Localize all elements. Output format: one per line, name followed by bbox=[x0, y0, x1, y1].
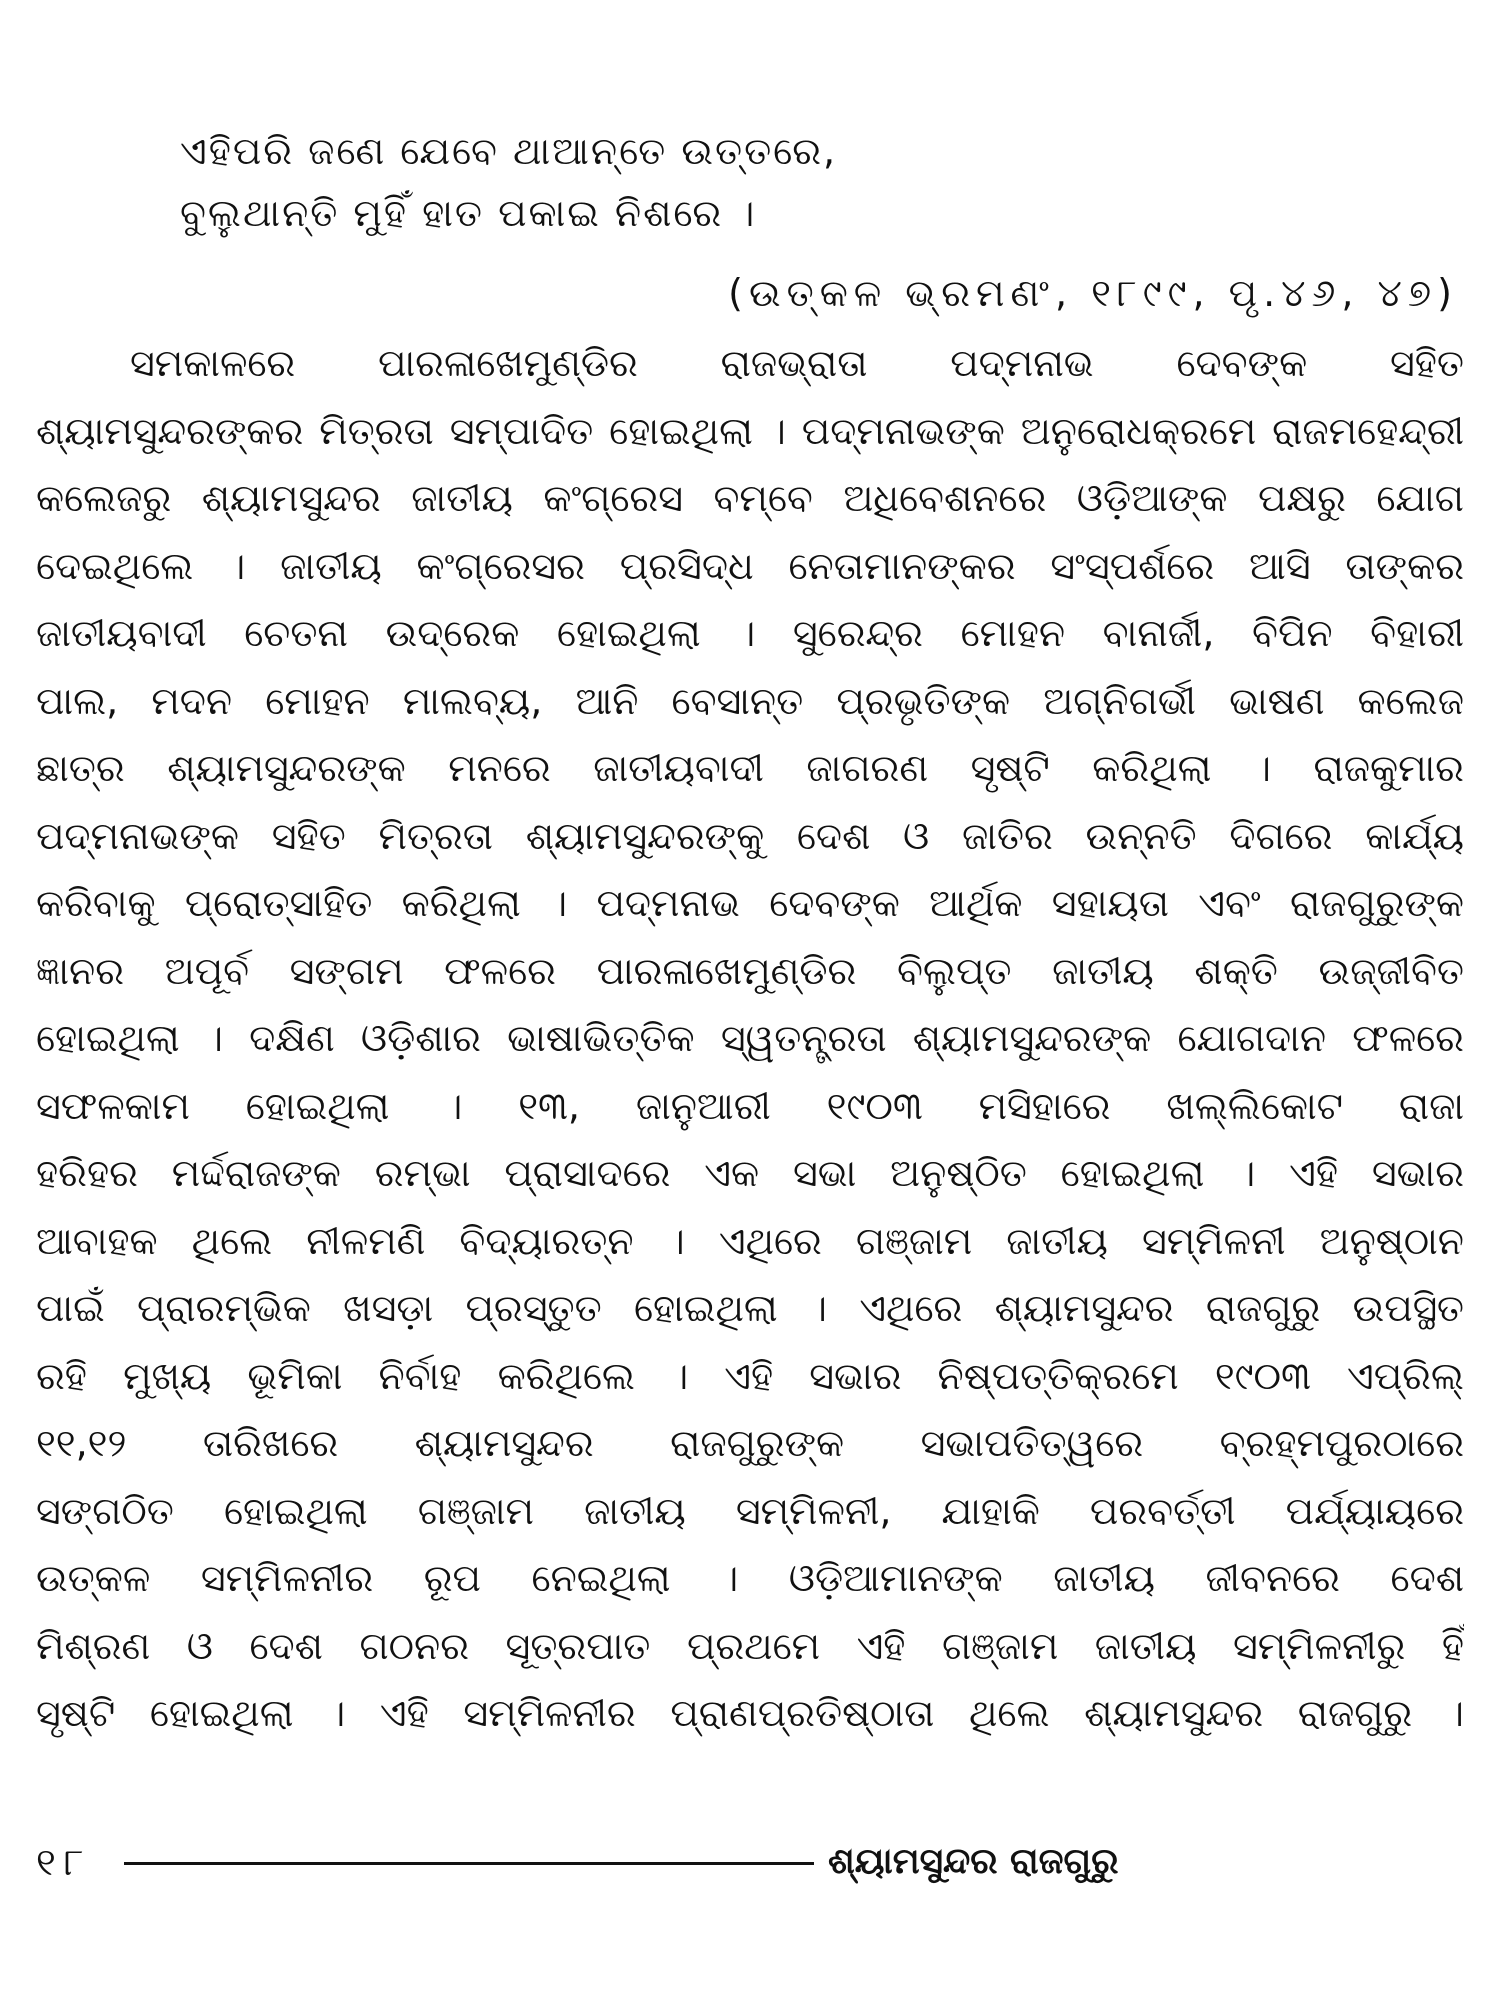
paragraph-line: ହରିହର ମର୍ଦ୍ଦରାଜଙ୍କ ରମ୍ଭା ପ୍ରାସାଦରେ ଏକ ସଭା ଅନୁଷ୍ଠିତ ହୋଇଥିଲା । ଏହି ସଭାର bbox=[36, 1151, 1464, 1195]
paragraph-line: ଜ୍ଞାନର ଅପୂର୍ବ ସଙ୍ଗମ ଫଳରେ ପାରଳାଖେମୁଣ୍ଡିର ବିଲୁପ୍ତ ଜାତୀୟ ଶକ୍ତି ଉଜ୍ଜୀବିତ bbox=[36, 948, 1464, 993]
paragraph-line: ପାଲ, ମଦନ ମୋହନ ମାଲବ୍ୟ, ଆନି ବେସାନ୍ତ ପ୍ରଭୃତିଙ୍କ ଅଗ୍ନିଗର୍ଭୀ ଭାଷଣ କଲେଜ bbox=[36, 678, 1464, 723]
paragraph-line: ପାଇଁ ପ୍ରାରମ୍ଭିକ ଖସଡ଼ା ପ୍ରସ୍ତୁତ ହୋଇଥିଲା । ଏଥିରେ ଶ୍ୟାମସୁନ୍ଦର ରାଜଗୁରୁ ଉପସ୍ଥିତ bbox=[36, 1286, 1464, 1330]
footer-rule bbox=[124, 1862, 814, 1865]
poem-citation: (ଉତ୍କଳ ଭ୍ରମଣଂ, ୧୮୯୯, ପୃ.୪୬, ୪୭) bbox=[728, 271, 1458, 315]
paragraph-line: ହୋଇଥିଲା । ଦକ୍ଷିଣ ଓଡ଼ିଶାର ଭାଷାଭିତ୍ତିକ ସ୍ୱତନ୍ତ୍ରତା ଶ୍ୟାମସୁନ୍ଦରଙ୍କ ଯୋଗଦାନ ଫଳରେ bbox=[36, 1016, 1464, 1060]
body-paragraph bbox=[36, 330, 1464, 1748]
paragraph-line: ଛାତ୍ର ଶ୍ୟାମସୁନ୍ଦରଙ୍କ ମନରେ ଜାତୀୟବାଦୀ ଜାଗରଣ ସୃଷ୍ଟି କରିଥିଲା । ରାଜକୁମାର bbox=[36, 746, 1464, 790]
paragraph-line: କରିବାକୁ ପ୍ରୋତ୍ସାହିତ କରିଥିଲା । ପଦ୍ମନାଭ ଦେବଙ୍କ ଆର୍ଥିକ ସହାୟତା ଏବଂ ରାଜଗୁରୁଙ୍କ bbox=[36, 881, 1464, 925]
poem-line: ଏହିପରି ଜଣେ ଯେବେ ଥାଆନ୍ତେ ଉତ୍ତରେ, bbox=[180, 129, 838, 173]
paragraph-line: ଉତ୍କଳ ସମ୍ମିଳନୀର ରୂପ ନେଇଥିଲା । ଓଡ଼ିଆମାନଙ୍କ ଜାତୀୟ ଜୀବନରେ ଦେଶ bbox=[36, 1556, 1464, 1600]
poem-line: ବୁଲୁଥାନ୍ତି ମୁହିଁ ହାତ ପକାଇ ନିଶରେ । bbox=[180, 191, 757, 235]
page-footer bbox=[36, 1832, 1156, 1892]
paragraph-line: ଶ୍ୟାମସୁନ୍ଦରଙ୍କର ମିତ୍ରତା ସମ୍ପାଦିତ ହୋଇଥିଲା । ପଦ୍ମନାଭଙ୍କ ଅନୁରୋଧକ୍ରମେ ରାଜମହେନ୍ଦ୍ରୀ bbox=[36, 408, 1464, 453]
paragraph-line: ଜାତୀୟବାଦୀ ଚେତନା ଉଦ୍ରେକ ହୋଇଥିଲା । ସୁରେନ୍ଦ୍ର ମୋହନ ବାନାର୍ଜୀ, ବିପିନ ବିହାରୀ bbox=[36, 611, 1464, 655]
paragraph-line: ସଫଳକାମ ହୋଇଥିଲା । ୧୩, ଜାନୁଆରୀ ୧୯୦୩ ମସିହାରେ ଖଲ୍ଲିକୋଟ ରାଜା bbox=[36, 1083, 1464, 1128]
paragraph-line: ଦେଇଥିଲେ । ଜାତୀୟ କଂଗ୍ରେସର ପ୍ରସିଦ୍ଧ ନେତାମାନଙ୍କର ସଂସ୍ପର୍ଶରେ ଆସି ତାଙ୍କର bbox=[36, 543, 1464, 588]
paragraph-line: ମିଶ୍ରଣ ଓ ଦେଶ ଗଠନର ସୂତ୍ରପାତ ପ୍ରଥମେ ଏହି ଗଞ୍ଜାମ ଜାତୀୟ ସମ୍ମିଳନୀରୁ ହିଁ bbox=[36, 1623, 1464, 1668]
paragraph-line: ସୃଷ୍ଟି ହୋଇଥିଲା । ଏହି ସମ୍ମିଳନୀର ପ୍ରାଣପ୍ରତିଷ୍ଠାତା ଥିଲେ ଶ୍ୟାମସୁନ୍ଦର ରାଜଗୁରୁ । bbox=[36, 1691, 1464, 1735]
paragraph-line: ରହି ମୁଖ୍ୟ ଭୂମିକା ନିର୍ବାହ କରିଥିଲେ । ଏହି ସଭାର ନିଷ୍ପତ୍ତିକ୍ରମେ ୧୯୦୩ ଏପ୍ରିଲ୍ bbox=[36, 1353, 1464, 1398]
paragraph-line: ପଦ୍ମନାଭଙ୍କ ସହିତ ମିତ୍ରତା ଶ୍ୟାମସୁନ୍ଦରଙ୍କୁ ଦେଶ ଓ ଜାତିର ଉନ୍ନତି ଦିଗରେ କାର୍ଯ୍ୟ bbox=[36, 813, 1464, 858]
paragraph-line: ସଙ୍ଗଠିତ ହୋଇଥିଲା ଗଞ୍ଜାମ ଜାତୀୟ ସମ୍ମିଳନୀ, ଯାହାକି ପରବର୍ତ୍ତୀ ପର୍ଯ୍ୟାୟରେ bbox=[36, 1488, 1464, 1533]
page-number: ୧୮ bbox=[36, 1840, 92, 1884]
poem-quote bbox=[180, 120, 1180, 244]
paragraph-line: ଆବାହକ ଥିଲେ ନୀଳମଣି ବିଦ୍ୟାରତ୍ନ । ଏଥିରେ ଗଞ୍ଜାମ ଜାତୀୟ ସମ୍ମିଳନୀ ଅନୁଷ୍ଠାନ bbox=[36, 1218, 1464, 1263]
paragraph-line: କଲେଜରୁ ଶ୍ୟାମସୁନ୍ଦର ଜାତୀୟ କଂଗ୍ରେସ ବମ୍ବେ ଅଧିବେଶନରେ ଓଡ଼ିଆଙ୍କ ପକ୍ଷରୁ ଯୋଗ bbox=[36, 476, 1464, 520]
paragraph-line: ସମକାଳରେ ପାରଳାଖେମୁଣ୍ଡିର ରାଜଭ୍ରାତା ପଦ୍ମନାଭ ଦେବଙ୍କ ସହିତ bbox=[130, 341, 1464, 385]
paragraph-line: ୧୧,୧୨ ତାରିଖରେ ଶ୍ୟାମସୁନ୍ଦର ରାଜଗୁରୁଙ୍କ ସଭାପତିତ୍ୱରେ ବ୍ରହ୍ମପୁରଠାରେ bbox=[36, 1421, 1464, 1465]
running-title: ଶ୍ୟାମସୁନ୍ଦର ରାଜଗୁରୁ bbox=[828, 1841, 1119, 1882]
